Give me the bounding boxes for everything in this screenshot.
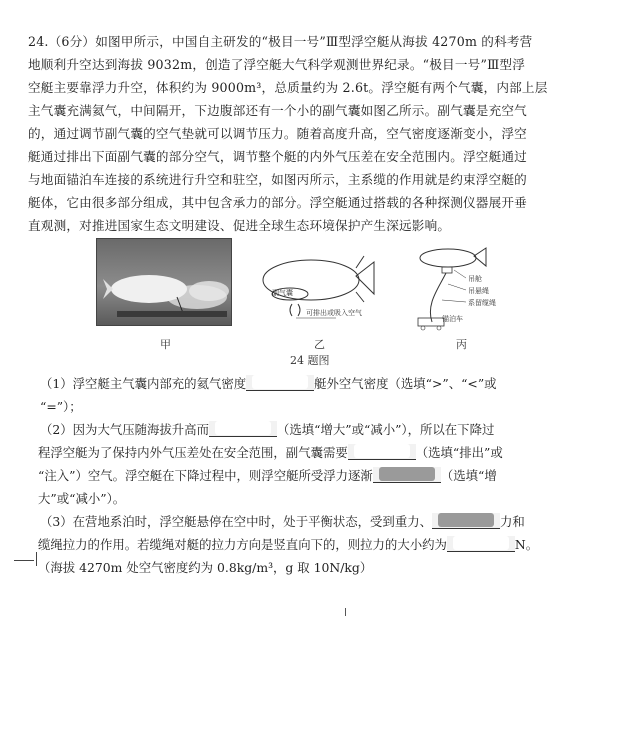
answer-blank-2[interactable] <box>209 421 277 437</box>
question-passage <box>28 30 568 237</box>
question-3-note <box>38 556 578 579</box>
question-2-line3 <box>38 464 578 487</box>
q3-text-b: 力和 <box>500 514 525 529</box>
q2-text-f: （选填“增 <box>440 468 497 483</box>
passage-line: 24.（6分）如图甲所示，中国自主研发的“极目一号”Ⅲ型浮空艇从海拔 4270m 的科考营 <box>28 34 533 49</box>
q3-text-a: （3）在营地系泊时，浮空艇悬停在空中时，处于平衡状态，受到重力、 <box>40 514 432 529</box>
q2-text-d: （选填“排出”或 <box>415 445 503 460</box>
margin-line <box>14 560 34 561</box>
passage-line: 空艇主要靠浮力升空，体积约为 9000m³，总质量约为 2.6t。浮空艇有两个气囊，内部上层 <box>28 80 548 95</box>
figure-label-jia: 甲 <box>160 338 171 351</box>
question-2-line2 <box>38 441 578 464</box>
question-3-line2 <box>38 533 578 556</box>
q1-text-c: “=”）； <box>40 399 82 414</box>
figure-row <box>96 238 536 358</box>
question-1-cont <box>40 395 580 418</box>
question-2 <box>40 418 580 441</box>
airship-photo <box>96 238 232 326</box>
passage-line: 艇通过排出下面副气囊的部分空气，调节整个艇的内外气压差在安全范围内。浮空艇通过 <box>28 149 527 164</box>
figure-caption: 24 题图 <box>290 354 330 367</box>
answer-blank-5[interactable] <box>432 513 500 529</box>
diagram-text-hanging-rope: 吊悬绳 <box>468 287 489 295</box>
figure-label-bing: 丙 <box>456 338 467 351</box>
diagram-text-sub-balloon: 副气囊 <box>272 289 293 297</box>
question-1 <box>40 372 580 395</box>
q2-text-e: “注入”）空气。浮空艇在下降过程中，则浮空艇所受浮力逐渐 <box>38 468 373 483</box>
q3-text-e: （海拔 4270m 处空气密度约为 0.8kg/m³，g 取 10N/kg） <box>38 560 373 575</box>
answer-blank-6[interactable] <box>447 536 515 552</box>
figure-label-yi: 乙 <box>314 338 325 351</box>
diagram-text-anchor-truck: 锚泊车 <box>442 315 463 323</box>
question-2-line4 <box>38 487 578 510</box>
passage-line: 艇体，它由很多部分组成，其中包含承力的部分。浮空艇通过搭载的各种探测仪器展开垂 <box>28 195 527 210</box>
q1-text-a: （1）浮空艇主气囊内部充的氦气密度 <box>40 376 247 391</box>
diagram-text-air-flow: 可排出或吸入空气 <box>306 309 362 317</box>
q2-text-a: （2）因为大气压随海拔升高而 <box>40 422 209 437</box>
q3-text-c: 缆绳拉力的作用。若缆绳对艇的拉力方向是竖直向下的，则拉力的大小约为 <box>38 537 447 552</box>
passage-line: 主气囊充满氦气，中间隔开，下边腹部还有一个小的副气囊如图乙所示。副气囊是充空气 <box>28 103 527 118</box>
question-3 <box>40 510 580 533</box>
passage-line: 直观测，对推进国家生态文明建设、促进全球生态环境保护产生深远影响。 <box>28 218 451 233</box>
margin-tick <box>36 552 37 566</box>
diagram-text-gondola: 吊舱 <box>468 275 482 283</box>
q2-text-b: （选填“增大”或“减小”），所以在下降过 <box>276 422 495 437</box>
page-tick <box>345 608 346 616</box>
q1-text-b: 艇外空气密度（选填“>”、“<”或 <box>314 376 497 391</box>
answer-blank-4[interactable] <box>373 467 441 483</box>
passage-line: 地顺利升空达到海拔 9032m，创造了浮空艇大气科学观测世界纪录。“极目一号”Ⅲ型浮 <box>28 57 526 72</box>
q2-text-g: 大”或“减小”）。 <box>38 491 126 506</box>
diagram-text-tether: 系留缆绳 <box>468 299 496 307</box>
passage-line: 的，通过调节副气囊的空气垫就可以调节压力。随着高度升高，空气密度逐渐变小，浮空 <box>28 126 527 141</box>
q3-text-d: N。 <box>514 537 539 552</box>
answer-blank-3[interactable] <box>348 444 416 460</box>
passage-line: 与地面锚泊车连接的系统进行升空和驻空，如图丙所示，主系缆的作用就是约束浮空艇的 <box>28 172 527 187</box>
answer-blank-1[interactable] <box>246 375 314 391</box>
q2-text-c: 程浮空艇为了保持内外气压差处在安全范围，副气囊需要 <box>38 445 348 460</box>
